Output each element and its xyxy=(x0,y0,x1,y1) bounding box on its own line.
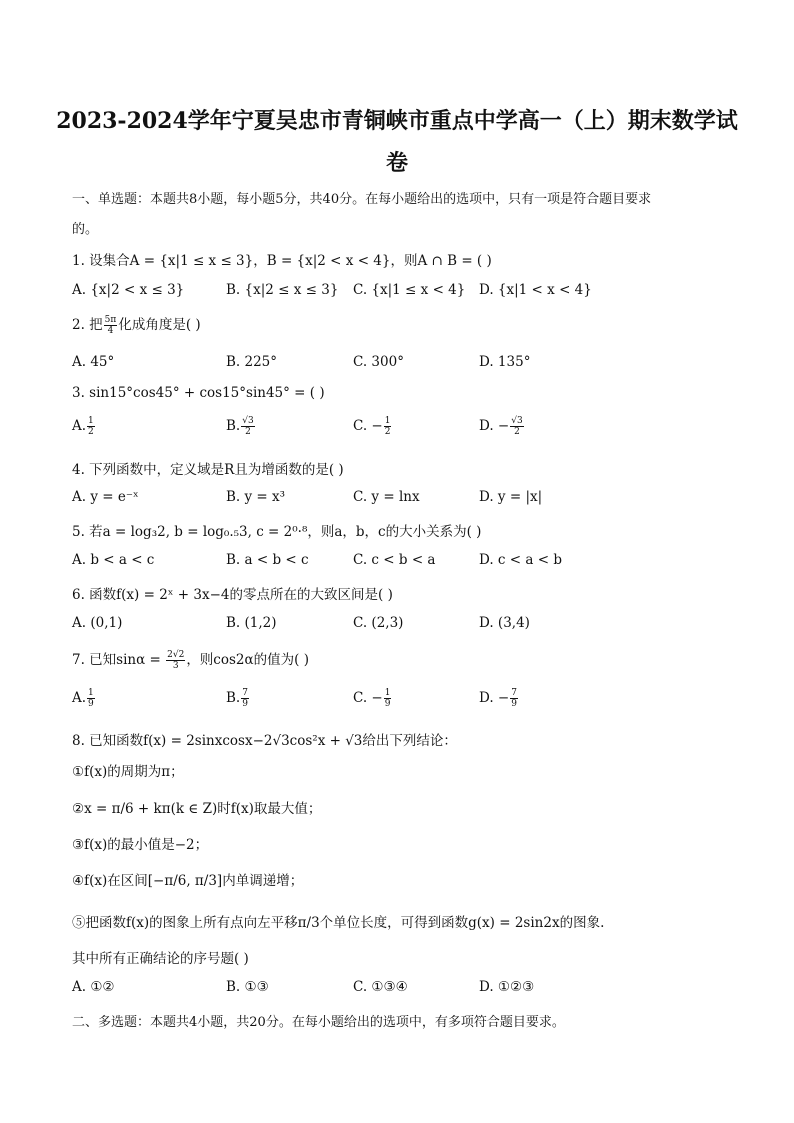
q6-option-d: D. (3,4) xyxy=(479,615,530,631)
question-8-stem: 8. 已知函数f(x) = 2sinxcosx−2√3cos²x + √3给出下列结论： xyxy=(72,733,457,749)
q7-b-label: B. xyxy=(226,690,241,706)
q8-statement-4: ④f(x)在区间[−π/6, π/3]内单调递增； xyxy=(72,873,304,889)
section1-heading: 一、单选题：本题共8小题，每小题5分，共40分。在每小题给出的选项中，只有一项是符合题目要求 xyxy=(72,192,652,207)
q2-option-a: A. 45° xyxy=(72,354,115,370)
q7-a-den: 9 xyxy=(88,699,94,709)
q7-c-num: 1 xyxy=(384,688,391,698)
question-7-stem xyxy=(72,648,309,671)
q7-b-den: 9 xyxy=(242,699,248,709)
q4-option-c: C. y = lnx xyxy=(353,489,420,505)
q7-fraction xyxy=(166,650,185,671)
question-4-stem: 4. 下列函数中，定义域是R且为增函数的是( ) xyxy=(72,462,344,478)
q3-a-frac xyxy=(87,416,95,437)
section2-heading: 二、多选题：本题共4小题，共20分。在每小题给出的选项中，有多项符合题目要求。 xyxy=(72,1015,565,1030)
q7-stem-pre: 7. 已知sinα = xyxy=(72,652,166,668)
q3-a-label: A. xyxy=(72,418,87,434)
q2-stem-pre: 2. 把 xyxy=(72,317,103,333)
q7-d-frac xyxy=(510,688,518,709)
question-6-stem: 6. 函数f(x) = 2ˣ + 3x−4的零点所在的大致区间是( ) xyxy=(72,587,393,603)
q4-option-d: D. y = |x| xyxy=(479,489,543,505)
q8-option-c: C. ①③④ xyxy=(353,979,408,995)
q5-option-b: B. a < b < c xyxy=(226,552,309,568)
page-title-line1: 2023-2024学年宁夏吴忠市青铜峡市重点中学高一（上）期末数学试 xyxy=(56,108,738,134)
q2-frac-num: 5π xyxy=(104,315,117,325)
q3-c-num: 1 xyxy=(384,416,391,426)
q7-frac-den: 3 xyxy=(172,661,179,671)
q4-option-b: B. y = x³ xyxy=(226,489,286,505)
q2-option-b: B. 225° xyxy=(226,354,278,370)
q3-a-num: 1 xyxy=(88,416,94,426)
q5-option-c: C. c < b < a xyxy=(353,552,436,568)
q3-option-a xyxy=(72,416,96,437)
q8-option-a: A. ①② xyxy=(72,979,115,995)
q7-c-den: 9 xyxy=(384,699,391,709)
q8-statement-5: ⑤把函数f(x)的图象上所有点向左平移π/3个单位长度，可得到函数g(x) = 2sin2x的图象. xyxy=(72,915,605,931)
q5-option-d: D. c < a < b xyxy=(479,552,562,568)
q3-d-num: √3 xyxy=(511,416,523,426)
q8-question: 其中所有正确结论的序号题( ) xyxy=(72,951,249,967)
q3-option-b xyxy=(226,416,256,437)
q7-b-num: 7 xyxy=(242,688,248,698)
q8-option-d: D. ①②③ xyxy=(479,979,535,995)
q2-option-c: C. 300° xyxy=(353,354,404,370)
q3-c-label: C. − xyxy=(353,418,383,434)
q7-d-num: 7 xyxy=(511,688,517,698)
page-title-line2: 卷 xyxy=(385,150,408,176)
q3-a-den: 2 xyxy=(88,427,94,437)
q7-c-frac xyxy=(384,688,392,709)
q4-option-a: A. y = e⁻ˣ xyxy=(72,489,139,505)
q6-option-c: C. (2,3) xyxy=(353,615,404,631)
q8-statement-3: ③f(x)的最小值是−2； xyxy=(72,837,209,853)
q7-a-num: 1 xyxy=(88,688,94,698)
q8-statement-2: ②x = π/6 + kπ(k ∈ Z)时f(x)取最大值； xyxy=(72,801,322,817)
q3-d-den: 2 xyxy=(514,427,520,437)
q7-option-a xyxy=(72,688,96,709)
q7-stem-post: ，则cos2α的值为( ) xyxy=(186,652,309,668)
question-1-stem: 1. 设集合A = {x|1 ≤ x ≤ 3}，B = {x|2 < x < 4}，则A ∩ B = ( ) xyxy=(72,253,492,269)
q7-option-c xyxy=(353,688,392,709)
q7-frac-num: 2√2 xyxy=(167,650,185,660)
q3-b-label: B. xyxy=(226,418,241,434)
q2-fraction xyxy=(104,315,118,336)
q6-option-a: A. (0,1) xyxy=(72,615,123,631)
question-3-stem: 3. sin15°cos45° + cos15°sin45° = ( ) xyxy=(72,385,325,401)
q3-option-d xyxy=(479,416,525,437)
q3-b-den: 2 xyxy=(245,427,251,437)
q3-c-frac xyxy=(384,416,392,437)
q6-option-b: B. (1,2) xyxy=(226,615,277,631)
q1-option-a: A. {x|2 < x ≤ 3} xyxy=(72,282,185,298)
q7-d-den: 9 xyxy=(511,699,517,709)
section1-heading-cont: 的。 xyxy=(72,222,99,237)
q3-b-num: √3 xyxy=(242,416,254,426)
q5-option-a: A. b < a < c xyxy=(72,552,155,568)
q1-option-c: C. {x|1 ≤ x < 4} xyxy=(353,282,466,298)
q7-b-frac xyxy=(241,688,249,709)
question-5-stem: 5. 若a = log₃2, b = log₀.₅3, c = 2⁰·⁸，则a，b，c的大小关系为( ) xyxy=(72,524,482,540)
q3-b-frac xyxy=(241,416,254,437)
q2-stem-post: 化成角度是( ) xyxy=(118,317,201,333)
q3-c-den: 2 xyxy=(384,427,391,437)
q7-a-label: A. xyxy=(72,690,87,706)
q7-c-label: C. − xyxy=(353,690,383,706)
q3-d-frac xyxy=(510,416,523,437)
q1-option-b: B. {x|2 ≤ x ≤ 3} xyxy=(226,282,339,298)
q2-frac-den: 4 xyxy=(107,326,114,336)
q7-a-frac xyxy=(87,688,95,709)
q1-option-d: D. {x|1 < x < 4} xyxy=(479,282,592,298)
q8-statement-1: ①f(x)的周期为π； xyxy=(72,764,184,780)
q3-option-c xyxy=(353,416,392,437)
q2-option-d: D. 135° xyxy=(479,354,531,370)
question-2-stem xyxy=(72,313,201,336)
q7-d-label: D. − xyxy=(479,690,510,706)
q7-option-b xyxy=(226,688,250,709)
q8-option-b: B. ①③ xyxy=(226,979,269,995)
q3-d-label: D. − xyxy=(479,418,510,434)
q7-option-d xyxy=(479,688,519,709)
